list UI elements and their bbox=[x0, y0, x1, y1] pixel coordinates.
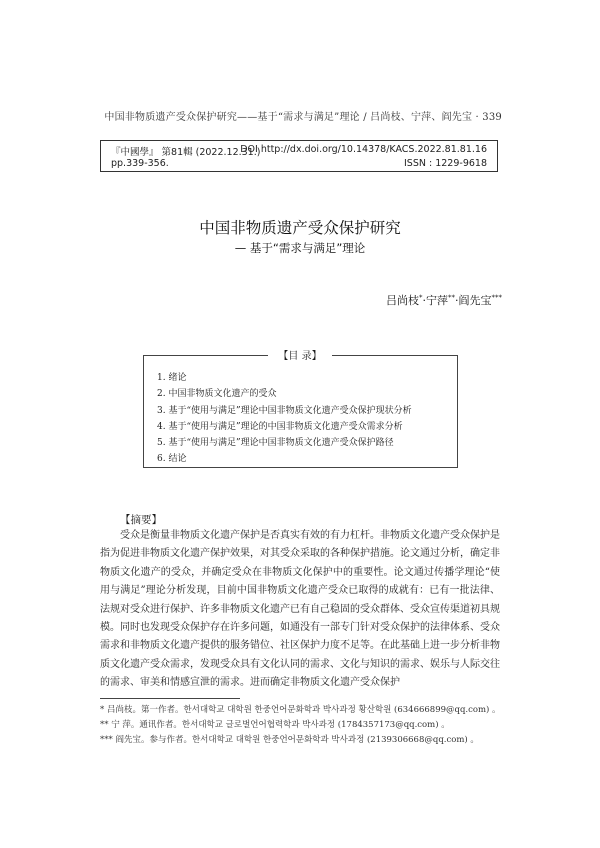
doi-link[interactable]: DOI http://dx.doi.org/10.14378/KACS.2022.81.81.16 bbox=[240, 144, 487, 155]
toc-item[interactable]: 5. 基于“使用与满足”理论中国非物质文化遗产受众保护路径 bbox=[157, 438, 394, 448]
toc-item[interactable]: 4. 基于“使用与满足”理论的中国非物质文化遗产受众需求分析 bbox=[157, 422, 403, 432]
author-2: ·宁萍 bbox=[422, 294, 448, 307]
footnote: *** 阎先宝。参与作者。한서대학교 대학원 한중언어문화학과 박사과정 (2139306668@qq.com) 。 bbox=[100, 735, 479, 745]
footnote: * 吕尚枝。第一作者。한서대학교 대학원 한중언어문화학과 박사과정 황산학원 (634666899@qq.com) 。 bbox=[100, 705, 501, 715]
author-2-mark: ** bbox=[448, 293, 455, 302]
author-3-mark: *** bbox=[491, 293, 502, 302]
page-range: pp.339-356. bbox=[111, 158, 169, 169]
paper-subtitle: — 基于“需求与满足”理论 bbox=[234, 241, 366, 255]
author-3: ·阎先宝 bbox=[455, 294, 492, 307]
toc-item[interactable]: 3. 基于“使用与满足”理论中国非物质文化遗产受众保护现状分析 bbox=[157, 406, 412, 416]
toc-item[interactable]: 1. 绪论 bbox=[157, 373, 187, 383]
issn: ISSN : 1229-9618 bbox=[404, 158, 487, 169]
publication-info-box bbox=[100, 140, 498, 172]
footnote: ** 宁 萍。通讯作者。한서대학교 글로벌언어협력학과 박사과정 (1784357173@qq.com) 。 bbox=[100, 720, 450, 730]
toc-heading: 【目 录】 bbox=[0, 347, 600, 362]
journal-info: 『中國學』 第81輯 (2022.12.31.) bbox=[111, 147, 261, 158]
footnote-divider bbox=[100, 698, 240, 699]
abstract-body bbox=[100, 527, 500, 693]
abstract-label: 【摘要】 bbox=[120, 514, 162, 526]
toc-item[interactable]: 6. 结论 bbox=[157, 454, 187, 464]
running-head: 中国非物质遗产受众保护研究——基于“需求与满足”理论 / 吕尚枝、宁萍、阎先宝 · 339 bbox=[104, 112, 502, 123]
author-1: 吕尚枝 bbox=[386, 294, 419, 307]
paper-title: 中国非物质遗产受众保护研究 bbox=[199, 219, 401, 237]
abstract-text: 受众是衡量非物质文化遗产保护是否真实有效的有力杠杆。非物质文化遗产受众保护是指为促进非物质文化遗产保护效果，对其受众采取的各种保护措施。论文通过分析，确定非物质文化遗产的受众，并确定受众在非物质文化保护中的重要性。论文通过传播学理论“使用与满足”理论分析发现，目前中国非物质文化遗产受众已取得的成就有：已有一批法律、法规对受众进行保护、许多非物质文化遗产已有自己稳固的受众群体、受众宣传渠道初具规模。同时也发现受众保护存在许多问题，如通没有一部专门针对受众保护的法律体系、受众需求和非物质文化遗产提供的服务错位、社区保护力度不足等。在此基础上进一步分析非物质文化遗产受众需求，发现受众具有文化认同的需求、文化与知识的需求、娱乐与人际交往的需求、审美和情感宣泄的需求。进而确定非物质文化遗产受众保护 bbox=[100, 530, 500, 689]
toc-item[interactable]: 2. 中国非物质文化遗产的受众 bbox=[157, 389, 277, 399]
author-1-mark: * bbox=[419, 293, 423, 302]
author-line bbox=[386, 292, 502, 308]
